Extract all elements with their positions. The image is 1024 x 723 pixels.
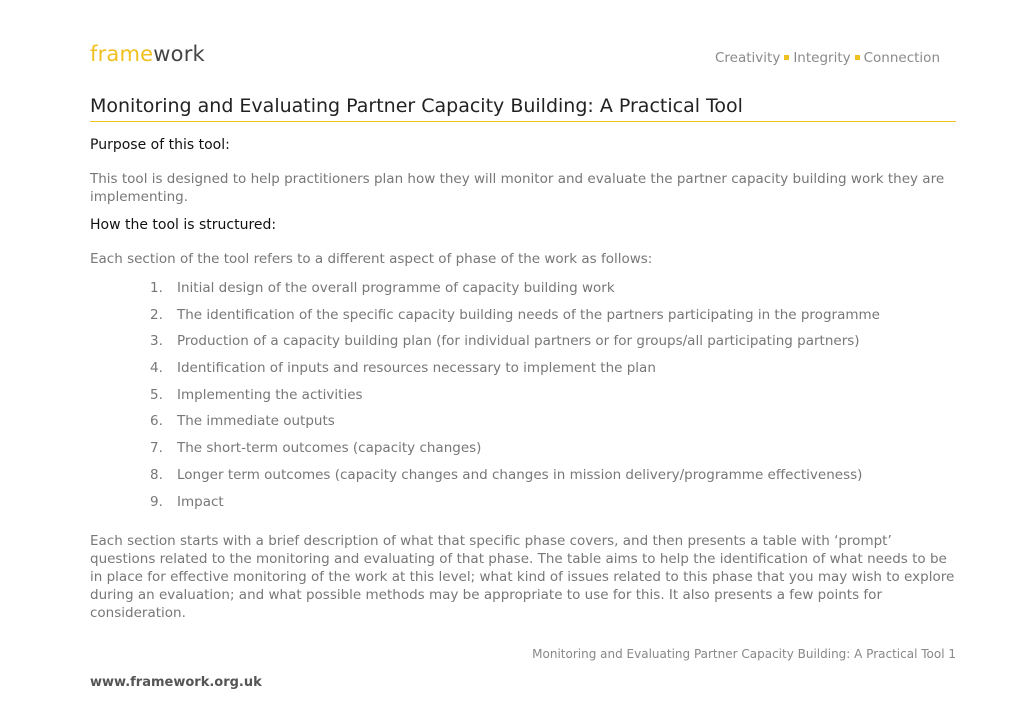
list-item: 8. Longer term outcomes (capacity changes and changes in mission delivery/programme effectiveness)	[150, 466, 863, 483]
tagline-connection: Connection	[863, 50, 940, 66]
footer-url[interactable]: www.framework.org.uk	[90, 675, 262, 690]
list-item: 9. Impact	[150, 493, 224, 510]
bullet-square-icon	[855, 55, 860, 60]
logo-text-work: work	[153, 42, 205, 66]
closing-text: Each section starts with a brief description of what that specific phase covers, and then presents a table with ‘prompt’ questions related to the monitoring and evaluating of that phase. The table aims to help the identification of what needs to be in place for effective monitoring of the work at this level; what kind of issues related to this phase that you may wish to explore during an evaluation; and what possible methods may be appropriate to use for this. It also presents a few points for consideration.	[90, 533, 955, 621]
list-item: 5. Implementing the activities	[150, 386, 363, 403]
phase-list	[150, 278, 880, 518]
bullet-square-icon	[784, 55, 789, 60]
page-title: Monitoring and Evaluating Partner Capacity Building: A Practical Tool	[90, 95, 956, 122]
list-item: 4. Identification of inputs and resources necessary to implement the plan	[150, 360, 656, 377]
logo-text-frame: frame	[90, 42, 154, 66]
list-item: 2. The identification of the specific capacity building needs of the partners participating in the programme	[150, 306, 880, 323]
purpose-heading: Purpose of this tool:	[90, 137, 230, 153]
framework-logo	[90, 42, 205, 66]
tagline-integrity: Integrity	[793, 50, 851, 66]
tagline	[715, 50, 940, 66]
list-item: 7. The short-term outcomes (capacity changes)	[150, 440, 482, 457]
list-item: 6. The immediate outputs	[150, 413, 335, 430]
structure-intro: Each section of the tool refers to a different aspect of phase of the work as follows:	[90, 251, 653, 267]
purpose-text: This tool is designed to help practitioners plan how they will monitor and evaluate the partner capacity building work they are implementing.	[90, 171, 945, 205]
list-item: 1. Initial design of the overall programme of capacity building work	[150, 280, 615, 296]
footer-page-title: Monitoring and Evaluating Partner Capacity Building: A Practical Tool 1	[532, 647, 956, 661]
list-item: 3. Production of a capacity building plan (for individual partners or for groups/all participating partners)	[150, 333, 860, 350]
structure-heading: How the tool is structured:	[90, 217, 277, 233]
tagline-creativity: Creativity	[714, 50, 781, 66]
